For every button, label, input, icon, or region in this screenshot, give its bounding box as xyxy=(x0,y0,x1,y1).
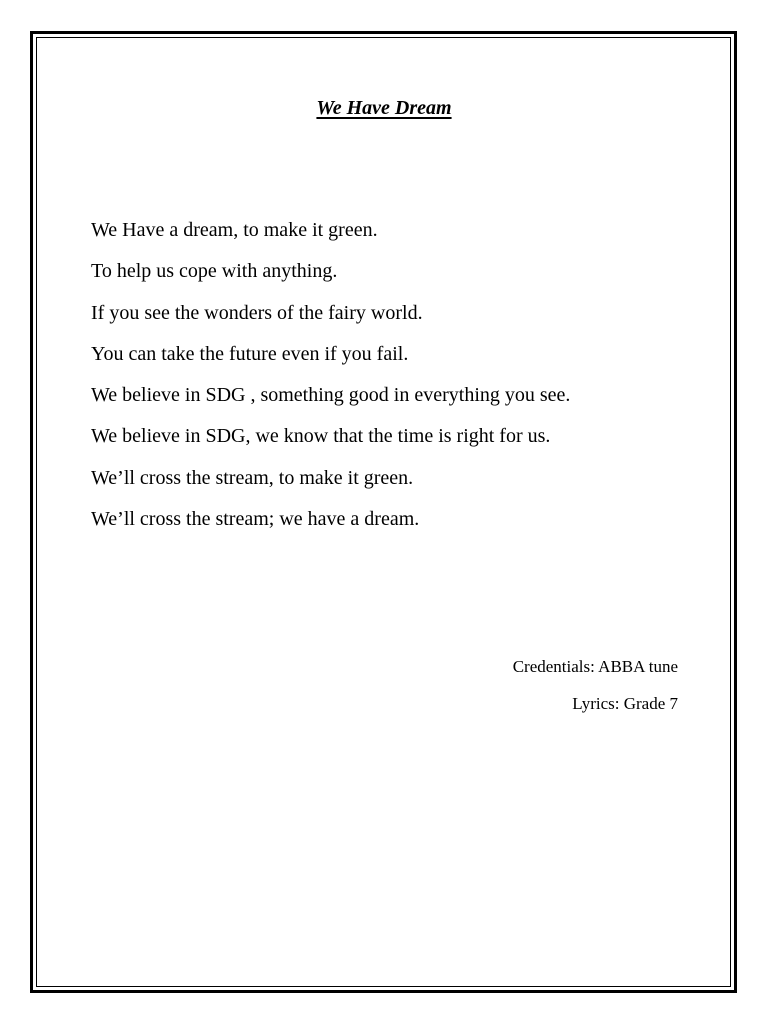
poem-line: We believe in SDG, we know that the time is right for us. xyxy=(91,425,551,448)
poem-title: We Have Dream xyxy=(316,97,452,119)
poem-line: We believe in SDG , something good in everything you see. xyxy=(91,384,571,407)
poem-line: We Have a dream, to make it green. xyxy=(91,219,378,241)
poem-body xyxy=(91,217,711,547)
poem-line: If you see the wonders of the fairy world. xyxy=(91,301,423,324)
poem-line: You can take the future even if you fail. xyxy=(91,342,409,365)
credit-tune: Credentials: ABBA tune xyxy=(512,657,678,676)
poem-line: To help us cope with anything. xyxy=(91,260,338,283)
poem-line: We’ll cross the stream; we have a dream. xyxy=(91,508,420,531)
credits-block xyxy=(513,656,678,730)
credit-lyrics: Lyrics: Grade 7 xyxy=(572,694,678,713)
poem-line: We’ll cross the stream, to make it green. xyxy=(91,466,414,489)
